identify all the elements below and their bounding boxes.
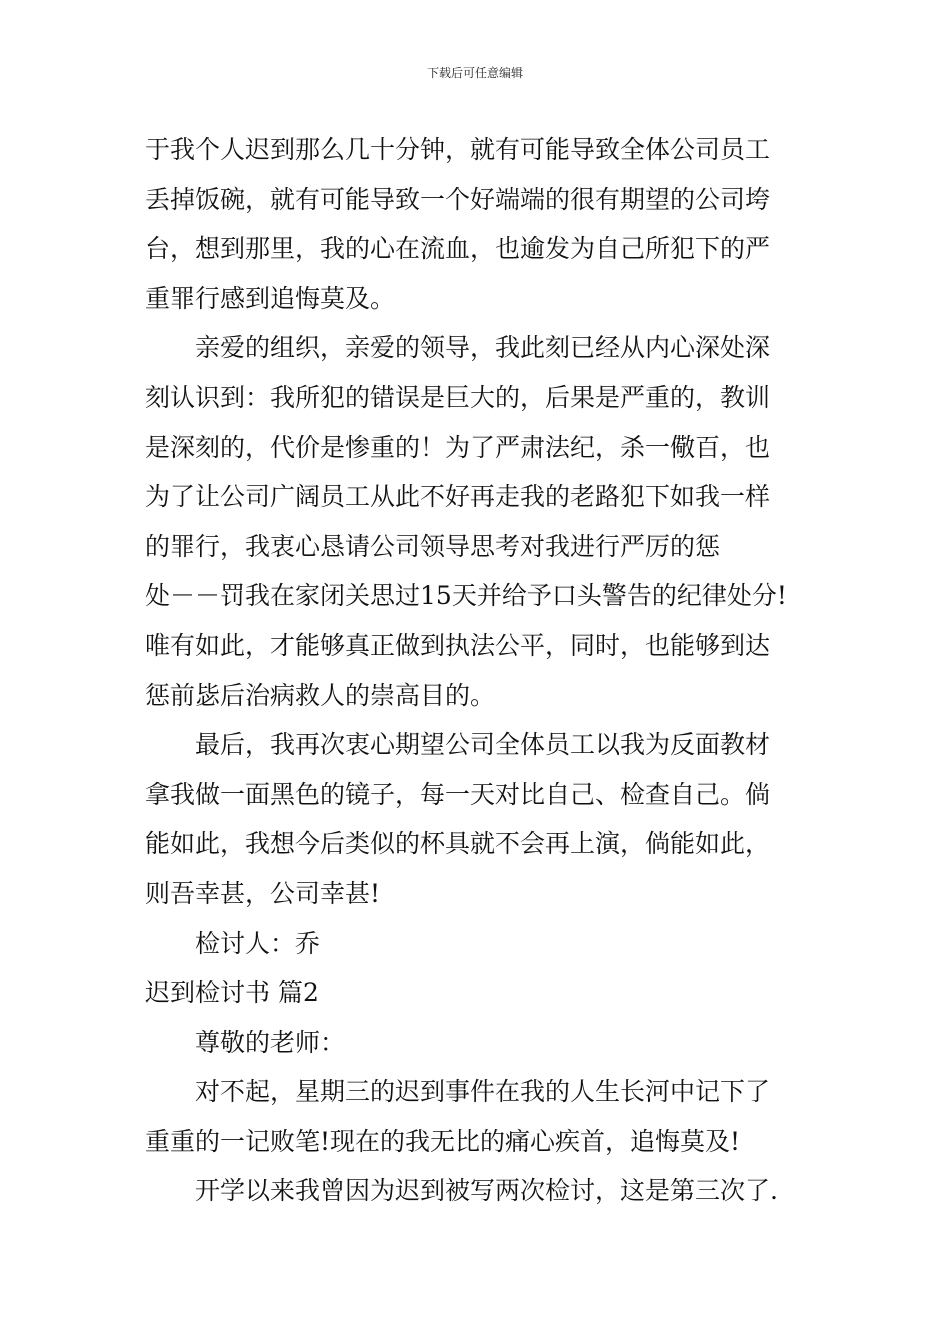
text-line: 于我个人迟到那么几十分钟，就有可能导致全体公司员工 xyxy=(145,135,771,164)
text-line: 则吾幸甚，公司幸甚! xyxy=(145,878,381,908)
text-line: 唯有如此，才能够真正做到执法公平，同时，也能够到达 xyxy=(145,630,771,660)
text-line: 处－－罚我在家闭关思过15天并给予口头警告的纪律处分! xyxy=(145,581,787,611)
text-line: 是深刻的，代价是惨重的！为了严肃法纪，杀一儆百，也 xyxy=(145,432,771,462)
text-line: 最后，我再次衷心期望公司全体员工以我为反面教材 xyxy=(195,730,771,760)
text-line: 对不起，星期三的迟到事件在我的人生长河中记下了 xyxy=(195,1077,771,1107)
text-line: 台，想到那里，我的心在流血，也逾发为自己所犯下的严 xyxy=(145,234,771,264)
text-line: 重罪行感到追悔莫及。 xyxy=(145,283,396,313)
text-line: 开学以来我曾因为迟到被写两次检讨，这是第三次了. xyxy=(195,1176,778,1206)
page-header-note: 下载后可任意编辑 xyxy=(426,66,523,80)
section-title: 迟到检讨书 篇2 xyxy=(145,978,319,1008)
text-line: 拿我做一面黑色的镜子，每一天对比自己、检查自己。倘 xyxy=(145,779,771,809)
text-line: 丢掉饭碗，就有可能导致一个好端端的很有期望的公司垮 xyxy=(145,184,771,214)
text-line: 的罪行，我衷心恳请公司领导思考对我进行严厉的惩 xyxy=(145,531,721,561)
document-body xyxy=(145,125,825,1216)
text-line: 重重的一记败笔!现在的我无比的痛心疾首，追悔莫及! xyxy=(145,1126,741,1156)
text-line: 刻认识到：我所犯的错误是巨大的，后果是严重的，教训 xyxy=(145,382,771,412)
signature-line: 检讨人：乔 xyxy=(195,928,321,958)
text-line: 亲爱的组织，亲爱的领导，我此刻已经从内心深处深 xyxy=(195,333,771,363)
text-line: 能如此，我想今后类似的杯具就不会再上演，倘能如此， xyxy=(145,829,771,859)
text-line: 惩前毖后治病救人的崇高目的。 xyxy=(145,680,496,710)
salutation: 尊敬的老师： xyxy=(195,1027,346,1057)
text-line: 为了让公司广阔员工从此不好再走我的老路犯下如我一样 xyxy=(145,482,771,512)
